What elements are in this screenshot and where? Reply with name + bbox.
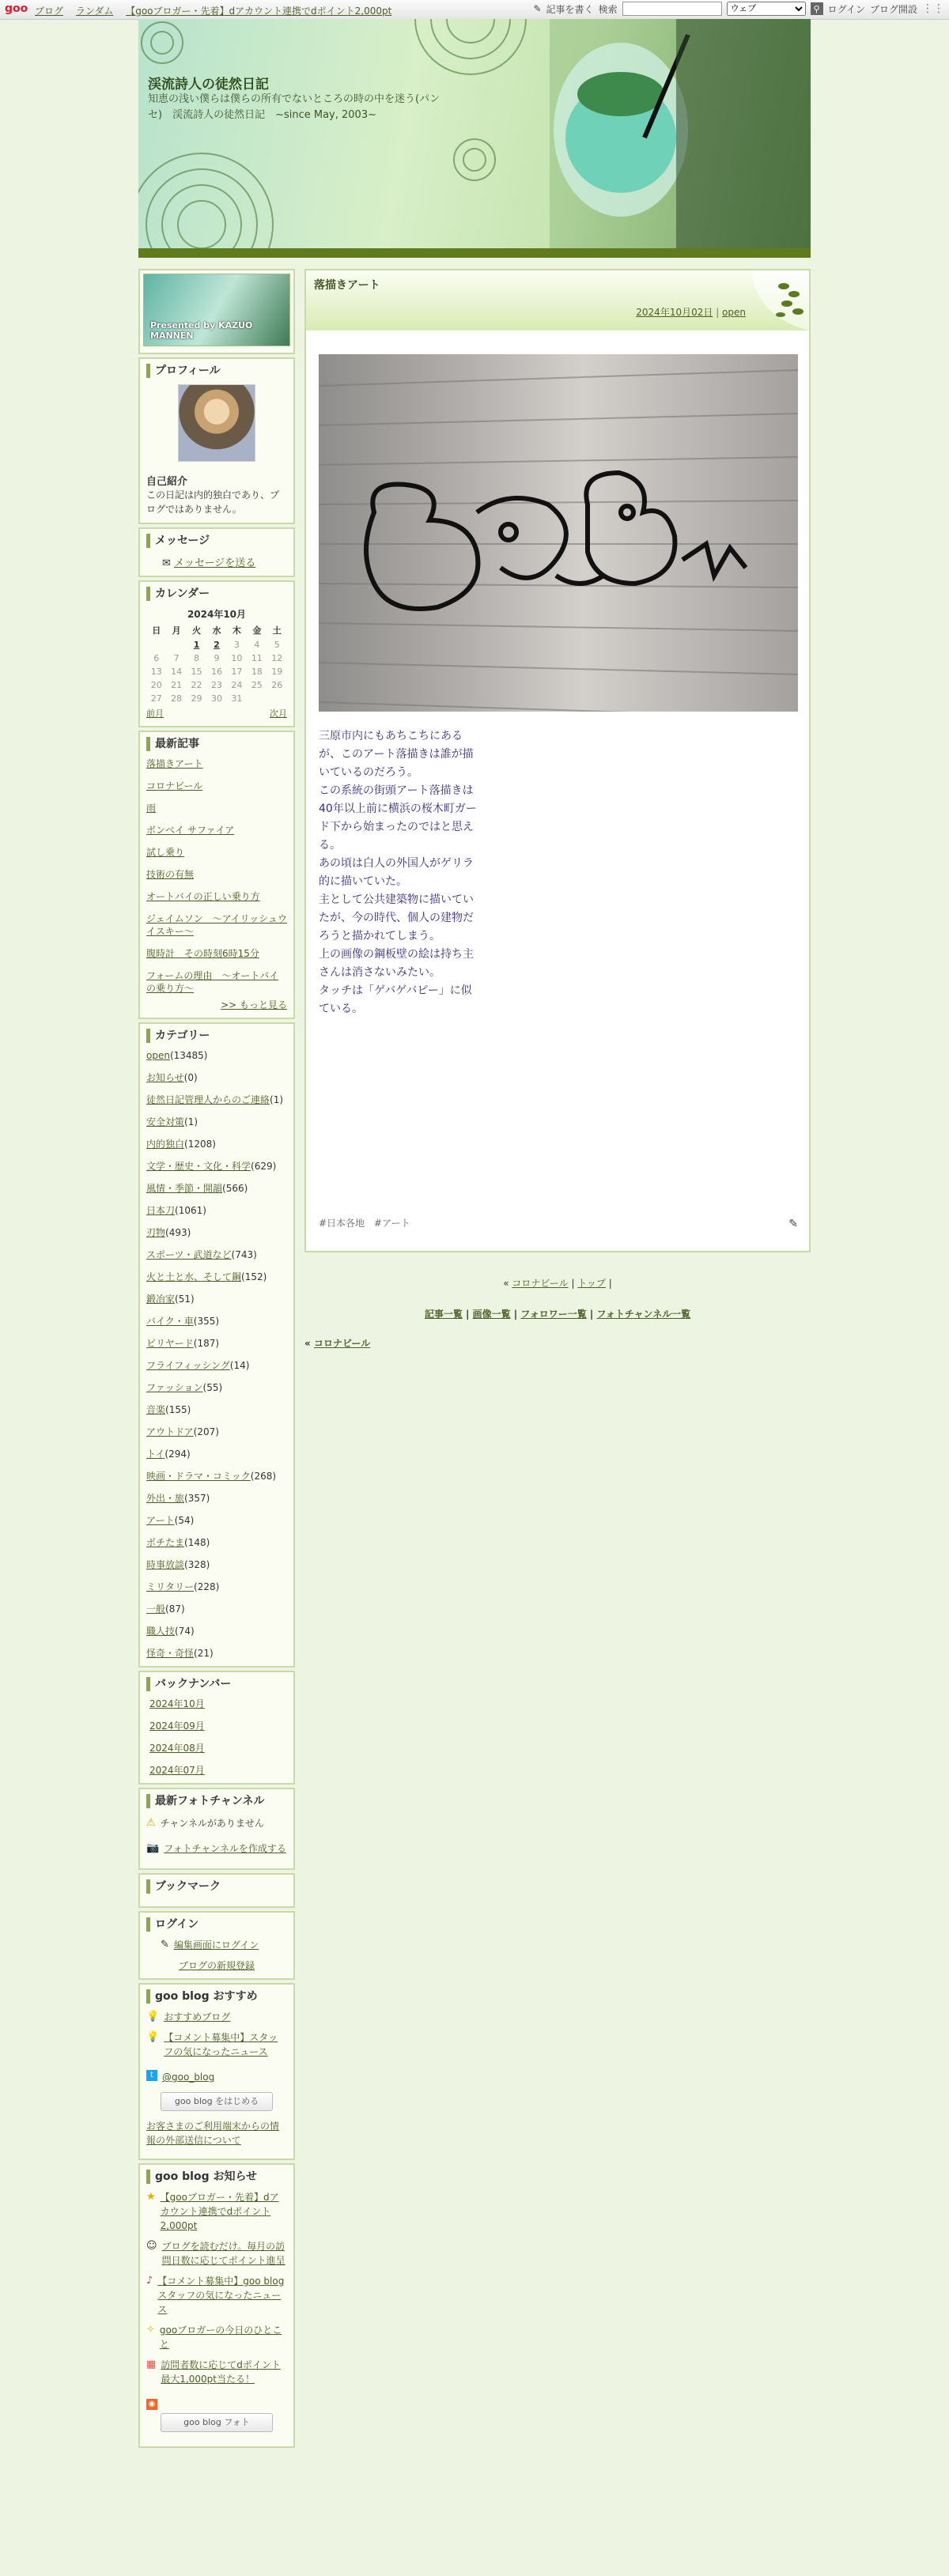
pager-top-link[interactable]: トップ (577, 1278, 606, 1289)
calendar-week (146, 638, 287, 652)
calendar-day: 11 (251, 653, 263, 663)
recent-article-link[interactable]: 落描きアート (146, 758, 203, 769)
create-photochannel-link[interactable]: フォトチャンネルを作成する (164, 1843, 286, 1854)
list-item (146, 1470, 287, 1483)
calendar-day[interactable]: 1 (193, 640, 200, 650)
start-goo-blog-button[interactable]: goo blog をはじめる (161, 2092, 273, 2111)
calendar-day (247, 692, 267, 705)
category-count: (51) (175, 1294, 195, 1305)
list-item (146, 1359, 287, 1372)
category-link[interactable]: 安全対策 (146, 1116, 185, 1127)
banner-caption: Presented by KAZUO MANNEN (150, 320, 253, 341)
entry-category[interactable]: open (722, 307, 746, 318)
category-count: (268) (250, 1471, 277, 1482)
calendar-day: 19 (271, 667, 283, 677)
category-count: (187) (193, 1338, 220, 1349)
recent-articles-box (138, 731, 295, 1019)
recent-article-link[interactable]: ジェイムソン ～アイリッシュウイスキー～ (146, 913, 287, 937)
category-count: (1061) (175, 1205, 206, 1216)
list-item (146, 1625, 287, 1637)
calendar-day: 6 (153, 653, 160, 663)
profile-box (138, 357, 295, 524)
twitter-link[interactable]: @goo_blog (162, 2072, 215, 2083)
header-divider (138, 248, 811, 258)
list-item (146, 1426, 287, 1438)
list-item (146, 1603, 287, 1615)
news-item[interactable]: 訪問者数に応じてdポイント最大1,000pt当たる！ (161, 2359, 281, 2385)
pencil-icon: ✎ (161, 1939, 169, 1951)
blog-description: 知恵の浅い僕らは僕らの所有でないところの時の中を迷う(パンセ) 渓流詩人の徒然日記 ~since May, 2003~ (148, 93, 440, 121)
mint-shaved-ice-glass-image (550, 19, 811, 248)
list-item (146, 1403, 287, 1416)
category-count: (13485) (169, 1050, 208, 1061)
category-link[interactable]: 日本刀 (146, 1205, 176, 1216)
calendar-day: 15 (191, 667, 202, 677)
calendar-heading: カレンダー (146, 587, 287, 601)
top-toolbar (0, 0, 949, 20)
calendar-day: 28 (171, 693, 183, 704)
backnumber-link[interactable]: 2024年07月 (149, 1765, 205, 1776)
list-item (149, 1698, 287, 1710)
envelope-icon: ✉ (162, 557, 171, 569)
list-item (149, 1720, 287, 1732)
entry-paragraph: 主として公共建築物に描いていたが、今の時代、個人の建物だろうと描かれてしまう。 (319, 893, 474, 942)
category-link[interactable]: ビリヤード (146, 1338, 194, 1349)
calendar-week (146, 692, 287, 705)
category-link[interactable]: 映画・ドラマ・コミック (146, 1471, 251, 1482)
pencil-icon: ✎ (533, 3, 542, 14)
photochannel-list-link[interactable]: フォトチャンネル一覧 (596, 1309, 691, 1320)
calendar-month: 2024年10月 (187, 609, 247, 620)
follower-list-link[interactable]: フォロワー一覧 (520, 1309, 587, 1320)
category-count: (629) (251, 1161, 277, 1172)
recent-article-link[interactable]: 雨 (146, 803, 157, 814)
sidebar-banner-box (138, 269, 295, 354)
calendar-day (166, 638, 186, 652)
entry-date[interactable]: 2024年10月02日 (636, 307, 713, 318)
calendar-table (146, 607, 287, 705)
login-heading: ログイン (146, 1917, 287, 1932)
entry-paragraph: 上の画像の鋼板壁の絵は持ち主さんは消さないみたい。 (319, 948, 474, 979)
list-item (146, 1647, 287, 1660)
category-link[interactable]: open (146, 1050, 170, 1061)
category-link[interactable]: 風情・季節・開韻 (146, 1183, 223, 1194)
category-link[interactable]: 怪奇・奇怪 (146, 1648, 195, 1659)
calendar-day: 9 (214, 653, 220, 663)
calendar-day: 27 (150, 693, 162, 704)
category-link[interactable]: スポーツ・武道など (146, 1249, 232, 1260)
calendar-weekday: 日 (152, 625, 161, 636)
backnumber-link[interactable]: 2024年08月 (149, 1743, 205, 1754)
bookmark-heading: ブックマーク (146, 1879, 287, 1894)
search-input[interactable] (622, 2, 722, 16)
avatar (178, 384, 255, 462)
category-link[interactable]: 時事放談 (146, 1559, 185, 1570)
lace-ornament-icon (451, 136, 498, 183)
external-transmission-link[interactable]: お客さまのご利用端末からの情報の外部送信について (146, 2121, 280, 2146)
category-count: (0) (183, 1072, 198, 1083)
edit-pencil-icon[interactable]: ✎ (788, 1218, 798, 1230)
list-links: 記事一覧 | 画像一覧 | フォロワー一覧 | フォトチャンネル一覧 (424, 1309, 691, 1320)
category-link[interactable]: ボチたま (146, 1537, 185, 1548)
category-count: (155) (165, 1404, 191, 1415)
list-item (146, 1204, 287, 1217)
calendar-week (146, 665, 287, 678)
bulb-icon: 💡 (146, 2031, 160, 2043)
category-count: (87) (165, 1603, 185, 1615)
recent-article-link[interactable]: オートバイの正しい乗り方 (146, 891, 260, 902)
category-count: (148) (184, 1537, 210, 1548)
news-item[interactable]: 【コメント募集中】goo blogスタッフの気になったニュース (157, 2276, 285, 2315)
list-item (146, 1293, 287, 1305)
list-item (146, 1049, 287, 1062)
list-item (146, 1337, 287, 1350)
list-item (146, 868, 287, 881)
recent-article-link[interactable]: コロナビール (146, 780, 203, 791)
backnumber-box (138, 1671, 295, 1785)
category-count: (74) (175, 1626, 195, 1637)
recent-article-link[interactable]: 腹時計 その時刻6時15分 (146, 948, 259, 959)
article-list-link[interactable]: 記事一覧 (424, 1309, 463, 1320)
list-item (146, 1381, 287, 1394)
backnumber-heading: バックナンバー (146, 1677, 287, 1691)
category-link[interactable]: 火と土と水、そして鋼 (146, 1271, 242, 1282)
category-count: (1) (184, 1116, 198, 1127)
news-item[interactable]: ブログを読むだけ。毎月の訪問日数に応じてポイント進呈 (161, 2241, 285, 2266)
goo-blog-photo-button[interactable]: goo blog フォト (161, 2413, 273, 2432)
photochannel-box (138, 1788, 295, 1870)
calendar-day (267, 692, 287, 705)
star-icon: ★ (146, 2191, 156, 2203)
news-box (138, 2163, 295, 2448)
category-link[interactable]: バイク・車 (146, 1316, 194, 1327)
list-item (146, 1271, 287, 1283)
category-count: (55) (202, 1382, 223, 1393)
category-count: (54) (174, 1515, 195, 1526)
calendar-week (146, 678, 287, 692)
news-item[interactable]: 【gooブロガー・先着】dアカウント連携でdポイント2,000pt (160, 2192, 279, 2231)
category-link[interactable]: 徒然日記管理人からのご連絡 (146, 1094, 270, 1105)
twitter-icon: t (146, 2070, 157, 2081)
news-heading: goo blog お知らせ (146, 2170, 287, 2184)
calendar-day: 4 (254, 640, 260, 650)
calendar-weekday: 水 (212, 625, 221, 636)
category-count: (566) (222, 1183, 248, 1194)
category-count: (493) (165, 1227, 191, 1238)
category-count: (1) (270, 1094, 284, 1105)
grid-menu-icon[interactable]: ⋮⋮ (922, 2, 944, 15)
list-item (146, 1138, 287, 1150)
category-count: (357) (184, 1493, 210, 1504)
profile-intro-text: この日記は内的独白であり、ブログではありません。 (146, 489, 280, 515)
entry-header: 落描きアート 2024年10月02日 | open (306, 270, 809, 330)
recent-article-link[interactable]: 技術の有無 (146, 869, 195, 880)
calendar-weekday: 木 (232, 625, 241, 636)
gift-icon: ▦ (146, 2359, 157, 2370)
list-item (146, 1448, 287, 1460)
category-link[interactable]: 一般 (146, 1603, 166, 1615)
calendar-day: 29 (191, 693, 202, 704)
calendar-week (146, 652, 287, 665)
list-item (146, 1093, 287, 1106)
list-item (146, 890, 287, 903)
entry-tags (319, 1216, 417, 1229)
calendar-day: 24 (231, 680, 243, 690)
music-note-icon: ♪ (146, 2275, 153, 2287)
prev-article-link[interactable]: コロナビール (313, 1338, 371, 1349)
category-link[interactable]: 刃物 (146, 1227, 166, 1238)
calendar-day: 21 (171, 680, 183, 690)
entry-paragraph: あの頃は白人の外国人がゲリラ的に描いていた。 (319, 857, 474, 888)
category-link[interactable]: 職人技 (146, 1626, 176, 1637)
category-box (138, 1022, 295, 1668)
calendar-day: 14 (171, 667, 183, 677)
topbar-link-campaign[interactable]: 【gooブロガー・先着】dアカウント連携でdポイント2,000pt (126, 6, 392, 17)
entry-paragraph: この系統の街頭アート落描きは40年以上前に横浜の桜木町ガード下から始まったのではと思える。 (319, 784, 477, 852)
graffiti-drawing (319, 354, 798, 712)
recommend-heading: goo blog おすすめ (146, 1989, 287, 2004)
category-link[interactable]: アート (146, 1515, 175, 1526)
category-link[interactable]: トイ (146, 1449, 165, 1460)
list-item (149, 1742, 287, 1754)
edit-login-link[interactable]: 編集画面にログイン (173, 1940, 259, 1951)
category-link[interactable]: ミリタリー (146, 1581, 195, 1592)
sparkle-icon: ✧ (146, 2324, 155, 2336)
lace-ornament-icon (138, 19, 186, 66)
recommend-box (138, 1983, 295, 2160)
calendar-weekday: 月 (172, 625, 181, 636)
category-link[interactable]: 鍛冶家 (146, 1294, 176, 1305)
topbar-link-blog[interactable]: ブログ (35, 6, 64, 17)
entry (304, 269, 811, 1252)
list-item (146, 1071, 287, 1084)
list-item (146, 1558, 287, 1571)
category-count: (294) (164, 1449, 191, 1460)
list-item (146, 1226, 287, 1239)
warning-icon: ⚠ (146, 1817, 156, 1829)
calendar-box (138, 580, 295, 727)
list-item (146, 1536, 287, 1549)
category-link[interactable]: 内的独白 (146, 1139, 185, 1150)
calendar-day: 13 (150, 667, 162, 677)
list-item (146, 1581, 287, 1593)
calendar-day: 22 (191, 680, 202, 690)
leaf-ornament-icon (751, 270, 809, 330)
calendar-weekday: 土 (272, 625, 282, 636)
news-item[interactable]: gooブロガーの今日のひとこと (159, 2325, 282, 2350)
topbar-link-random[interactable]: ランダム (75, 6, 114, 17)
list-item (146, 757, 287, 770)
list-item (146, 1514, 287, 1527)
list-item (146, 846, 287, 859)
list-item (146, 802, 287, 814)
category-count: (328) (184, 1559, 210, 1570)
category-count: (743) (231, 1249, 257, 1260)
category-link[interactable]: お知らせ (146, 1072, 184, 1083)
pager-prev-link[interactable]: コロナビール (512, 1278, 569, 1289)
list-item (146, 912, 287, 938)
list-item (149, 1764, 287, 1777)
entry-paragraph: 三原市内にもあちこちにあるが、このアート落描きは誰が描いているのだろう。 (319, 730, 474, 779)
main-content (304, 269, 811, 1350)
calendar-day: 17 (231, 667, 243, 677)
category-link[interactable]: アウトドア (146, 1426, 194, 1437)
search-label: 検索 (598, 3, 618, 15)
rss-icon[interactable]: ◉ (146, 2399, 157, 2410)
no-channel-text: チャンネルがありません (160, 1818, 264, 1829)
entry-paragraph: タッチは「ゲバゲバピー」に似ている。 (319, 984, 472, 1015)
list-item (146, 947, 287, 960)
calendar-day: 18 (251, 667, 263, 677)
calendar-day: 26 (271, 680, 283, 690)
calendar-day: 23 (210, 680, 222, 690)
image-list-link[interactable]: 画像一覧 (472, 1309, 511, 1320)
recommend-item[interactable]: 【コメント募集中】スタッフの気になったニュース (164, 2032, 278, 2057)
calendar-day: 7 (173, 653, 180, 663)
category-count: (152) (241, 1271, 267, 1282)
list-item (146, 1248, 287, 1261)
blog-header (138, 19, 811, 248)
category-count: (355) (193, 1316, 220, 1327)
recent-article-link[interactable]: ボンベイ サファイア (146, 825, 235, 836)
profile-heading: プロフィール (146, 364, 287, 378)
backnumber-link[interactable]: 2024年09月 (149, 1720, 205, 1732)
profile-intro-title: 自己紹介 (146, 476, 188, 488)
calendar-day: 30 (210, 693, 222, 704)
open-blog-link[interactable]: ブログ開設 (869, 3, 917, 15)
more-articles-link[interactable]: >> もっと見る (221, 999, 287, 1010)
calendar-next-link[interactable]: 次月 (270, 708, 287, 719)
recent-articles-heading: 最新記事 (146, 737, 287, 751)
recent-article-link[interactable]: フォームの理由 ～オートバイの乗り方～ (146, 970, 279, 994)
calendar-weekday: 火 (192, 625, 202, 636)
calendar-day: 10 (231, 653, 243, 663)
calendar-day: 5 (274, 640, 280, 650)
entry-title[interactable]: 落描きアート (314, 279, 380, 292)
list-item (146, 969, 287, 995)
prev-article: « コロナビール (304, 1338, 371, 1349)
blog-title[interactable]: 渓流詩人の徒然日記 (148, 77, 269, 93)
tag-link[interactable]: #日本各地 (319, 1218, 365, 1229)
login-box (138, 1911, 295, 1980)
category-heading: カテゴリー (146, 1029, 287, 1043)
tag-link[interactable]: #アート (373, 1218, 410, 1229)
list-item (146, 824, 287, 837)
calendar-day: 3 (233, 640, 240, 650)
message-heading: メッセージ (146, 534, 287, 548)
search-scope-select[interactable] (727, 2, 806, 16)
calendar-day: 31 (231, 693, 243, 704)
search-icon: ⚲ (813, 3, 820, 14)
category-count: (14) (229, 1360, 250, 1371)
register-blog-link[interactable]: ブログの新規登録 (178, 1960, 255, 1971)
list-item (146, 1182, 287, 1195)
calendar-day (146, 638, 166, 652)
login-link[interactable]: ログイン (827, 3, 865, 15)
category-link[interactable]: フライフィッシング (146, 1360, 230, 1371)
category-count: (228) (194, 1581, 220, 1592)
category-count: (1208) (184, 1139, 216, 1150)
calendar-day: 8 (194, 653, 200, 663)
category-count: (207) (193, 1426, 219, 1437)
photochannel-heading: 最新フォトチャンネル (146, 1794, 287, 1808)
category-link[interactable]: ファッション (146, 1382, 203, 1393)
calendar-day: 20 (150, 680, 162, 690)
category-count: (21) (194, 1648, 214, 1659)
entry-body (319, 727, 477, 1018)
list-item (146, 1116, 287, 1128)
category-link[interactable]: 音楽 (146, 1404, 166, 1415)
category-link[interactable]: 外出・旅 (146, 1493, 185, 1504)
bookmark-box (138, 1873, 295, 1908)
sidebar (138, 269, 295, 2451)
send-message-link[interactable]: メッセージを送る (174, 557, 256, 569)
entry-pager: « コロナビール | トップ | (503, 1278, 612, 1289)
goo-logo[interactable]: goo (5, 2, 28, 15)
message-box (138, 527, 295, 577)
list-item (146, 1315, 287, 1328)
category-link[interactable]: 文学・歴史・文化・科学 (146, 1161, 251, 1172)
calendar-day: 12 (271, 653, 283, 663)
lace-ornament-icon (138, 138, 320, 248)
calendar-weekday: 金 (252, 625, 262, 636)
calendar-prev-link[interactable]: 前月 (146, 708, 164, 719)
face-icon: ☺ (146, 2240, 157, 2252)
calendar-day: 25 (251, 680, 263, 690)
calendar-day: 16 (210, 667, 222, 677)
sidebar-banner-image[interactable] (143, 274, 290, 346)
graffiti-photo[interactable] (319, 354, 798, 712)
list-item (146, 780, 287, 792)
calendar-day[interactable]: 2 (214, 640, 220, 650)
bulb-icon: 💡 (146, 2011, 160, 2023)
backnumber-link[interactable]: 2024年10月 (149, 1698, 205, 1709)
lace-ornament-icon (391, 19, 550, 82)
list-item (146, 1160, 287, 1173)
recommend-item[interactable]: おすすめブログ (164, 2011, 231, 2023)
list-item (146, 1492, 287, 1505)
write-article-link[interactable]: 記事を書く (546, 3, 594, 15)
camera-icon: 📷 (146, 1842, 160, 1854)
search-button[interactable] (811, 2, 823, 15)
recent-article-link[interactable]: 試し乗り (146, 847, 185, 858)
